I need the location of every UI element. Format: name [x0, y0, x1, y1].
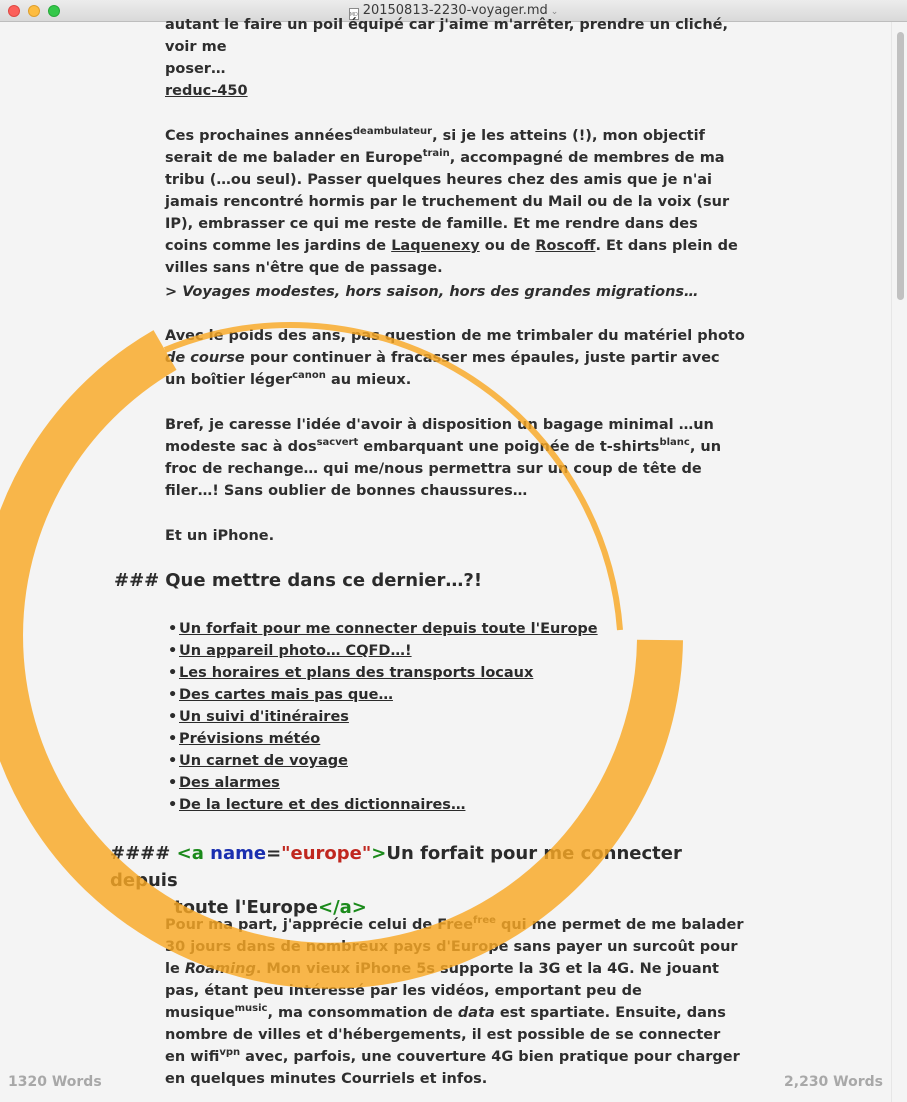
chevron-down-icon[interactable]: ⌄ — [550, 7, 559, 17]
list-item[interactable]: • Un appareil photo… CQFD…! — [168, 643, 412, 659]
checklist — [168, 618, 598, 816]
footnote-blanc[interactable]: blanc — [659, 437, 690, 448]
link-laquenexy[interactable]: Laquenexy — [391, 238, 480, 254]
link-roscoff[interactable]: Roscoff — [535, 238, 596, 254]
list-item[interactable]: • Un forfait pour me connecter depuis toute l'Europe — [168, 621, 598, 637]
heading-level-4: #### <a name="europe">Un forfait pour me connecter depuis toute l'Europe</a> — [110, 843, 682, 918]
footnote-music[interactable]: music — [234, 1003, 268, 1014]
scrollbar-thumb[interactable] — [897, 32, 904, 300]
window-title[interactable]: MD 20150813-2230-voyager.md ⌄ — [349, 3, 559, 18]
word-count-right: 2,230 Words — [784, 1074, 883, 1090]
footnote-deambulateur[interactable]: deambulateur — [352, 126, 433, 137]
footnote-sacvert[interactable]: sacvert — [316, 437, 359, 448]
intro-tail-line-2: poser… — [165, 61, 226, 77]
list-item[interactable]: • Les horaires et plans des transports locaux — [168, 665, 534, 681]
footnote-train[interactable]: train — [422, 148, 450, 159]
list-item[interactable]: • Un suivi d'itinéraires — [168, 709, 349, 725]
list-item[interactable]: • Prévisions météo — [168, 731, 321, 747]
blockquote: > Voyages modestes, hors saison, hors des grandes migrations… — [165, 284, 699, 300]
paragraph-europe: Ces prochaines années$^{deambulateur}$, si je les atteins (!), mon objectif serait de me balader en Europe$^{train}$, accompagné de membres de ma tribu (…ou seul). Passer quelques heures chez des amis que je n'ai jamais rencontré hormis par le truchement du Mail ou de la voix (sur IP), embrasser ce qui me reste de famille. Et me rendre dans des coins comme les jardins de Laquenexy ou de Roscoff. Et dans plein de villes sans n'être que de passage. — [165, 126, 738, 276]
paragraph-photo: Avec le poids des ans, pas question de me trimbaler du matériel photo de course pour continuer à fracasser mes épaules, juste partir avec un boîtier léger$^{canon}$ au mieux. — [165, 328, 745, 388]
intro-tail-line-1: autant le faire un poil équipé car j'aime m'arrêter, prendre un cliché, voir me — [165, 17, 729, 55]
list-item[interactable]: • Des cartes mais pas que… — [168, 687, 393, 703]
footnote-canon[interactable]: canon — [292, 370, 326, 381]
document-icon: MD — [349, 8, 359, 20]
footnote-vpn[interactable]: vpn — [219, 1047, 241, 1058]
list-item[interactable]: • Un carnet de voyage — [168, 753, 348, 769]
paragraph-free: Pour ma part, j'apprécie celui de Free$^{free}$ qui me permet de me balader 30 jours dans de nombreux pays d'Europe sans payer un surcoût pour le Roaming. Mon vieux iPhone 5s supporte la 3G et la 4G. Ne jouant pas, étant peu intéressé par les vidéos, emportant peu de musique$^{music}$, ma consommation de data est spartiate. Ensuite, dans nombre de villes et d'hébergements, il est possible de se connecter en wifi$^{vpn}$ avec, parfois, une couverture 4G bien pratique pour charger en quelques minutes Courriels et infos. — [165, 915, 744, 1087]
reference-link[interactable]: reduc-450 — [165, 83, 248, 99]
list-item[interactable]: • De la lecture et des dictionnaires… — [168, 797, 466, 813]
footnote-free[interactable]: free — [473, 915, 496, 926]
heading-level-3: ### Que mettre dans ce dernier…?! — [114, 570, 483, 591]
paragraph-iphone: Et un iPhone. — [165, 528, 275, 544]
word-count-left: 1320 Words — [8, 1074, 102, 1090]
list-item[interactable]: • Des alarmes — [168, 775, 280, 791]
intro-tail-paragraph — [165, 14, 745, 80]
paragraph-bagage: Bref, je caresse l'idée d'avoir à disposition un bagage minimal …un modeste sac à dos$^{sacvert}$ embarquant une poignée de t-shirts$^{blanc}$, un froc de rechange… qui me/nous permettra sur un coup de tête de filer…! Sans oublier de bonnes chaussures… — [165, 417, 722, 499]
